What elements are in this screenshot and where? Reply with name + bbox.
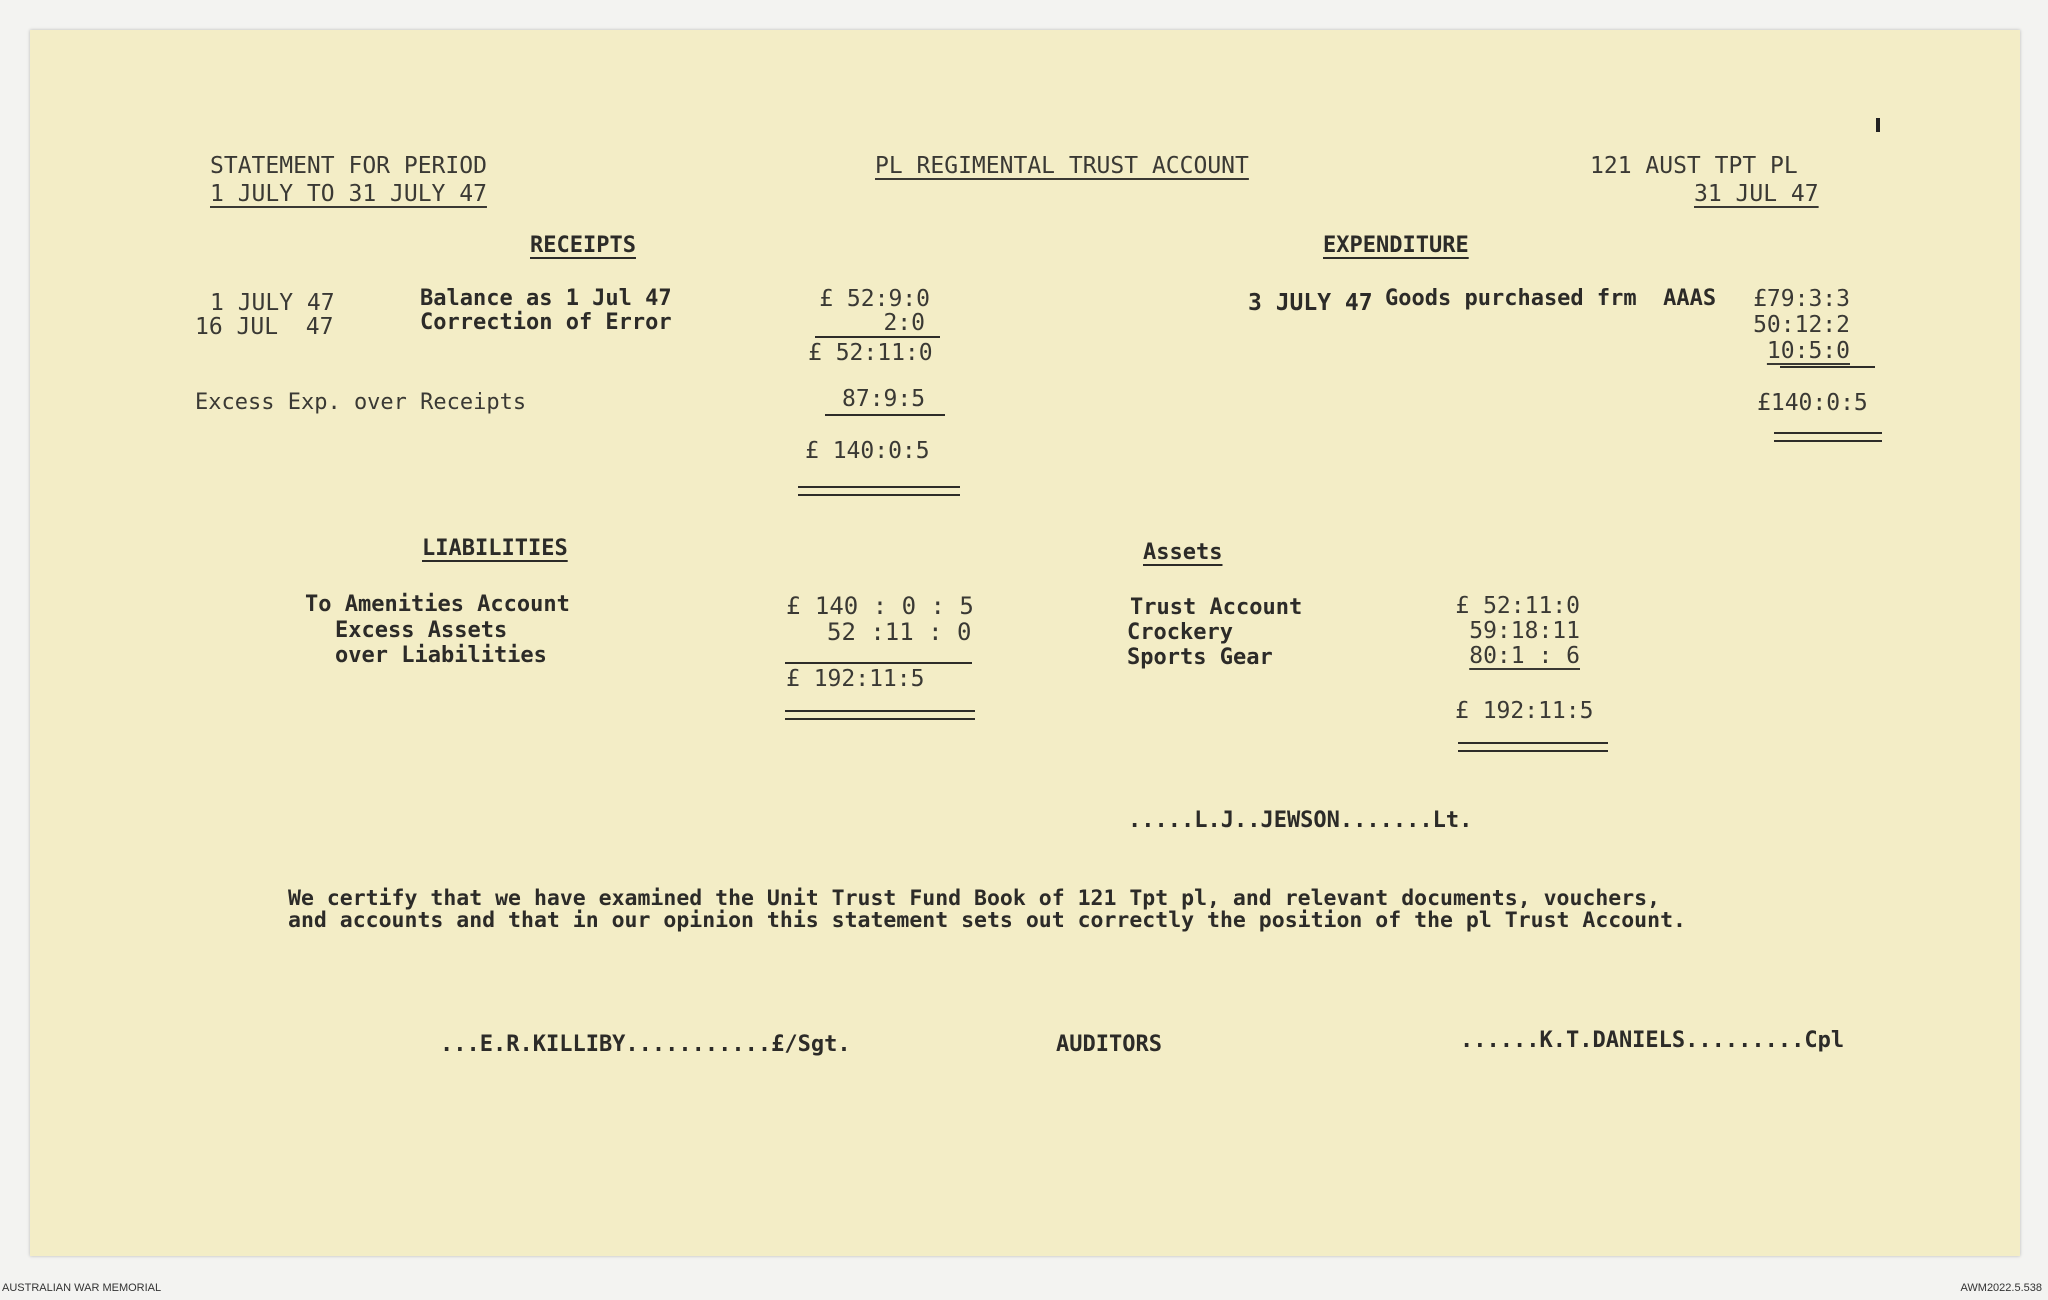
liabilities-heading: LIABILITIES — [422, 536, 568, 561]
expenditure-desc: Goods purchased frm AAAS — [1385, 286, 1717, 311]
auditor-signature-left: ...E.R.KILLIBY...........£/Sgt. — [440, 1032, 851, 1057]
liabilities-line-3: over Liabilities — [335, 643, 547, 668]
receipts-total: £ 140:0:5 — [805, 438, 930, 464]
liabilities-total: £ 192:11:5 — [786, 666, 925, 692]
expenditure-amount-2: 50:12:2 — [1753, 312, 1850, 338]
expenditure-subtotal-rule — [1780, 366, 1875, 368]
assets-total-rule — [1458, 742, 1608, 752]
excess-exp-label: Excess Exp. over Receipts — [195, 390, 527, 415]
period-range: 1 JULY TO 31 JULY 47 — [210, 181, 487, 207]
liabilities-amount-2: 52 :11 : 0 — [827, 618, 972, 646]
receipt-amount-1: £ 52:9:0 — [819, 286, 930, 312]
asset-amount-2: 59:18:11 — [1469, 618, 1580, 644]
document-sheet — [30, 30, 2020, 1256]
auditor-signature-right: ......K.T.DANIELS.........Cpl — [1460, 1028, 1845, 1053]
receipt-desc-1: Balance as 1 Jul 47 — [420, 286, 672, 311]
liabilities-total-rule — [785, 710, 975, 720]
auditors-label: AUDITORS — [1056, 1032, 1162, 1057]
asset-amount-3: 80:1 : 6 — [1469, 643, 1580, 669]
receipt-date-2: 16 JUL 47 — [195, 314, 334, 340]
expenditure-date: 3 JULY 47 — [1248, 290, 1373, 316]
assets-total: £ 192:11:5 — [1455, 698, 1594, 724]
asset-label-3: Sports Gear — [1127, 645, 1273, 670]
liabilities-line-2: Excess Assets — [335, 618, 508, 643]
receipts-subtotal: £ 52:11:0 — [808, 340, 933, 366]
receipt-amount-2: 2:0 — [883, 310, 925, 336]
certification-line-1: We certify that we have examined the Unit Trust Fund Book of 121 Tpt pl, and relevant documents, vouchers, — [288, 886, 1661, 911]
expenditure-total-rule — [1774, 432, 1882, 442]
assets-heading: Assets — [1143, 540, 1223, 565]
asset-label-1: Trust Account — [1130, 595, 1303, 620]
receipts-heading: RECEIPTS — [530, 233, 636, 258]
expenditure-total: £140:0:5 — [1757, 390, 1868, 416]
footer-reference: AWM2022.5.538 — [1960, 1282, 2042, 1294]
receipt-desc-2: Correction of Error — [420, 310, 672, 335]
expenditure-amount-3: 10:5:0 — [1766, 338, 1850, 364]
footer-source: AUSTRALIAN WAR MEMORIAL — [2, 1282, 162, 1294]
excess-rule — [825, 414, 945, 416]
period-label: STATEMENT FOR PERIOD — [210, 153, 487, 179]
receipts-total-rule — [798, 486, 960, 496]
certification-line-2: and accounts and that in our opinion this statement sets out correctly the position of the pl Trust Account. — [288, 908, 1686, 933]
excess-exp-amount: 87:9:5 — [842, 386, 926, 412]
document-title: PL REGIMENTAL TRUST ACCOUNT — [875, 153, 1249, 179]
asset-label-2: Crockery — [1127, 620, 1233, 645]
margin-mark — [1876, 118, 1880, 132]
asset-amount-1: £ 52:11:0 — [1455, 593, 1580, 619]
expenditure-heading: EXPENDITURE — [1323, 233, 1469, 258]
liabilities-line-1: To Amenities Account — [305, 592, 570, 617]
unit-name: 121 AUST TPT PL — [1590, 153, 1798, 179]
liabilities-amount-1: £ 140 : 0 : 5 — [786, 592, 974, 620]
expenditure-amount-1: £79:3:3 — [1753, 286, 1850, 312]
officer-signature: .....L.J..JEWSON.......Lt. — [1128, 808, 1473, 833]
header-date: 31 JUL 47 — [1694, 181, 1819, 207]
liabilities-subtotal-rule — [785, 662, 972, 664]
receipts-subtotal-rule — [815, 336, 940, 338]
receipt-date-1: 1 JULY 47 — [210, 290, 335, 316]
